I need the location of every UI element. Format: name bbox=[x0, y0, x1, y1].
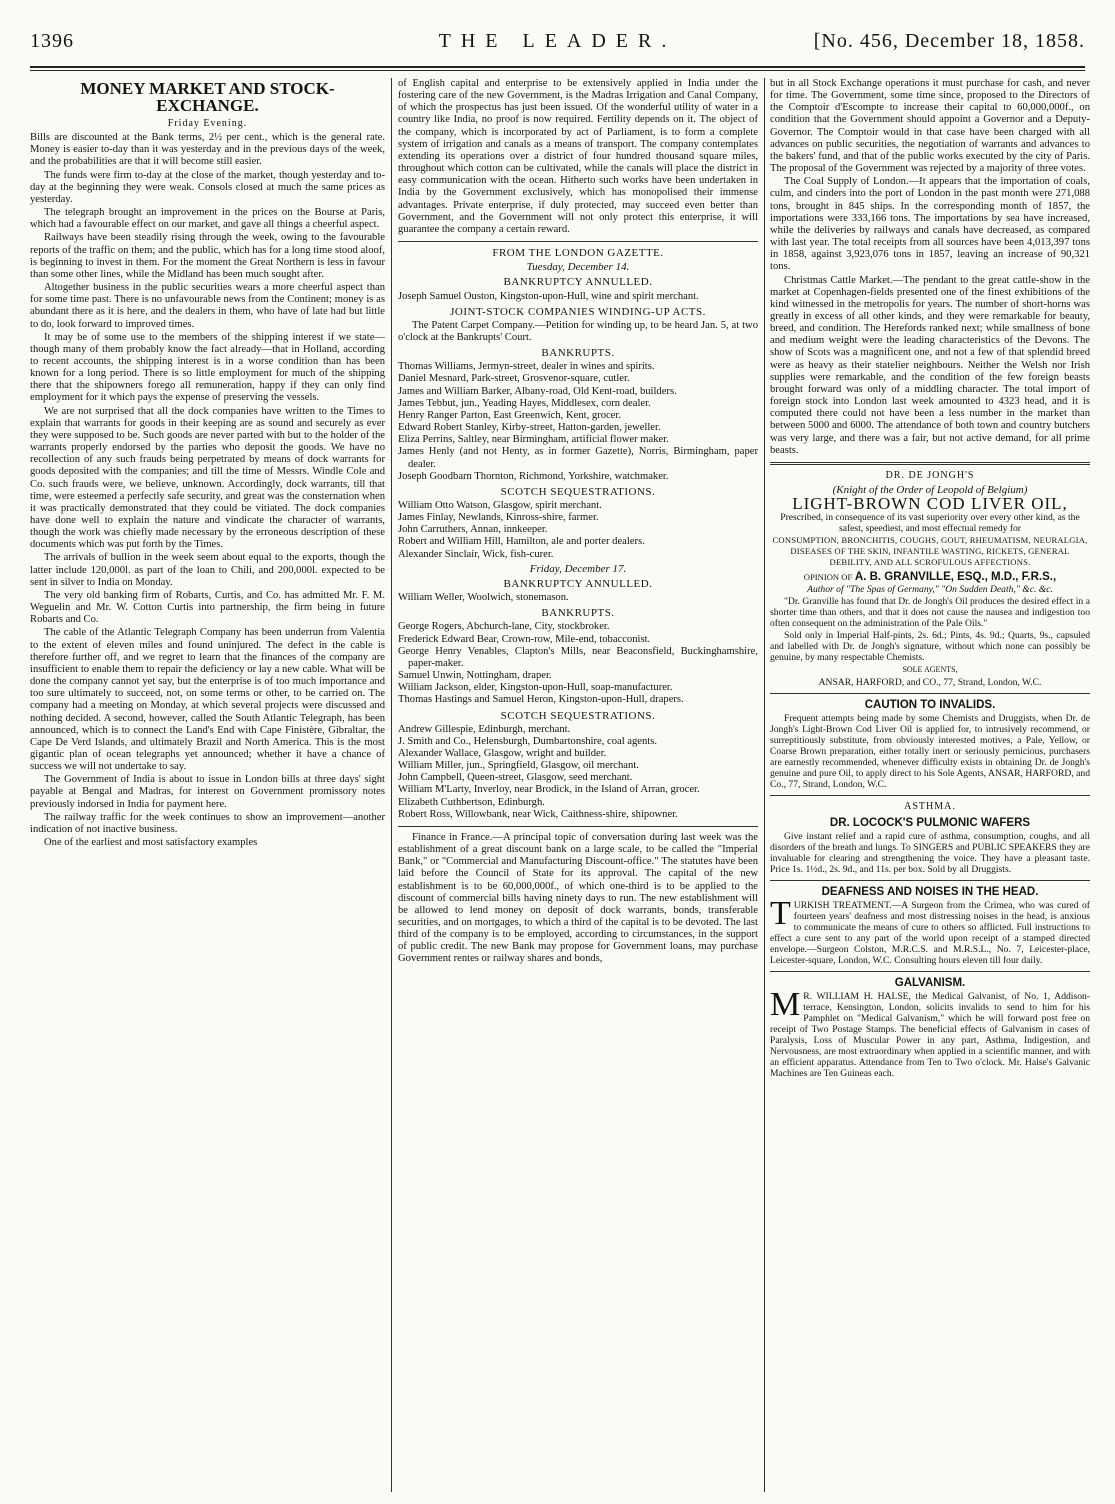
newspaper-title: THE LEADER. bbox=[438, 30, 677, 52]
dateline: Friday Evening. bbox=[167, 118, 248, 129]
article-paragraph: The Coal Supply of London.—It appears that the importation of coals, culm, and cinders into the port of London in the past month were 271,088 tons, brought in 845 ships. In the corresponding month of 1857, the importations were 333,166 tons. The importations by sea have increased, while the deliveries by railways and canals have decreased, as compared with last year. The total receipts from all sources have been 4,013,397 tons in 1858, against 3,923,076 tons in 1857, leaving an increase of 90,321 tons. bbox=[770, 176, 1090, 273]
list-item: Joseph Samuel Ouston, Kingston-upon-Hull, wine and spirit merchant. bbox=[398, 290, 699, 302]
article-paragraph: The cable of the Atlantic Telegraph Company has been underrun from Valentia to the extent of eleven miles and found uninjured. The defect in the cable is therefore further off, and we regret to learn that the finances of the company are insufficient to enable them to repair the deficiency or lay a new cable. What will be done the company cannot yet say, but the enterprise is of too much importance and too sure ultimately to succeed, not, on some terms or other, to be carried on. The company had a meeting on Monday, at which several projects were discussed and nothing decided. A second, however, called the South Atlantic Telegraph, has been announced, which is to connect the Land's End with Cape Finistère, Gibraltar, the Cape De Verd Islands, and ultimately Brazil and North America. This is the most gigantic plan of ocean telegraphs yet announced; whether it have a chance of success we will not undertake to say. bbox=[30, 627, 385, 773]
separator bbox=[398, 826, 758, 827]
article-paragraph: The Government of India is about to issue in London bills at three days' sight payable at Bengal and Madras, for interest on Government promissory notes previously indorsed in India for payment here. bbox=[30, 774, 385, 810]
gazette-title: FROM THE LONDON GAZETTE. bbox=[492, 247, 664, 260]
list-item: William Miller, jun., Springfield, Glasgow, oil merchant. bbox=[398, 760, 639, 772]
advert-cod-liver-oil bbox=[770, 470, 1090, 688]
article-body bbox=[30, 132, 385, 849]
article-paragraph: The railway traffic for the week continues to show an improvement—another indication of not inactive business. bbox=[30, 811, 385, 835]
list-item: Robert and William Hill, Hamilton, ale and porter dealers. bbox=[398, 536, 645, 548]
opinion-lead: OPINION OF bbox=[803, 572, 853, 583]
subheading: SCOTCH SEQUESTRATIONS. bbox=[500, 709, 656, 722]
advert-ailments: CONSUMPTION, BRONCHITIS, COUGHS, GOUT, RHEUMATISM, NEURALGIA, DISEASES OF THE SKIN, INFANTILE WASTING, RICKETS, GENERAL DEBILITY, AND ALL SCROFULOUS AFFECTIONS. bbox=[772, 535, 1088, 568]
advert-agents: ANSAR, HARFORD, and CO., 77, Strand, London, W.C. bbox=[818, 676, 1042, 688]
list-item: Thomas Williams, Jermyn-street, dealer in wines and spirits. bbox=[398, 361, 655, 373]
advert-subtitle: (Knight of the Order of Leopold of Belgium) bbox=[832, 484, 1028, 496]
list-item: Henry Ranger Parton, East Greenwich, Kent, grocer. bbox=[398, 409, 621, 421]
list-item: John Carruthers, Annan, innkeeper. bbox=[398, 524, 548, 536]
advert-text-block bbox=[770, 986, 1090, 1080]
separator bbox=[770, 880, 1090, 881]
list-item: James and William Barker, Albany-road, Old Kent-road, builders. bbox=[398, 385, 677, 397]
separator bbox=[398, 241, 758, 242]
article-body bbox=[398, 78, 758, 236]
subheading: BANKRUPTCY ANNULLED. bbox=[503, 276, 653, 289]
column-divider bbox=[764, 78, 765, 1492]
advert-title: DR. DE JONGH'S bbox=[885, 469, 975, 481]
list-item: Robert Ross, Willowbank, near Wick, Caithness-shire, shipowner. bbox=[398, 808, 678, 820]
list-item: Frederick Edward Bear, Crown-row, Mile-end, tobacconist. bbox=[398, 633, 651, 645]
list-item: Elizabeth Cuthbertson, Edinburgh. bbox=[398, 796, 545, 808]
article-paragraph: but in all Stock Exchange operations it must purchase for cash, and never for time. The Government, some time since, proposed to the Directors of the Comptoir d'Escompte to increase their capital to 60,000,000f., on condition that the Government should appoint a Governor and a Deputy-Governor. The Comptoir would in that case have been charged with all advances on public securities, the negotiation of warrants and advances to the bakers' fund, and that of the public works executed by the city of Paris. The proposal of the Government was rejected by a majority of three votes. bbox=[770, 78, 1090, 175]
list-item: William Jackson, elder, Kingston-upon-Hull, soap-manufacturer. bbox=[398, 682, 673, 694]
list-item: William M'Larty, Inverloy, near Brodick, in the Island of Arran, grocer. bbox=[398, 784, 700, 796]
list-item: Daniel Mesnard, Park-street, Grosvenor-square, cutler. bbox=[398, 373, 630, 385]
section-heading: MONEY MARKET AND STOCK-EXCHANGE. bbox=[80, 79, 335, 115]
finance-paragraph: Finance in France.—A principal topic of conversation during last week was the establishment of a great discount bank on a large scale, to be called the "Imperial Bank," or "Commercial and Manufacturing Discount-office." The statutes have been laid before the Council of State for its approval. The capital of the new establishment is to be 60,000,000f., of which one-third is to be applied to the discount of commercial bills having ninety days to run. The new establishment will be allowed to lend money on deposit of dock warrants, bonds, transferable securities, and on mortgages, to which a third of the capital is to be devoted. The last third of the company is to be employed, according to circumstances, in the support of public credit. The new Bank may propose for Government loans, may purchase Government rentes or railway shares and bonds, bbox=[398, 831, 758, 965]
advert-text-block bbox=[770, 895, 1090, 967]
issue-date: [No. 456, December 18, 1858. bbox=[813, 30, 1085, 52]
advert-title: GALVANISM. bbox=[894, 977, 966, 990]
subheading: BANKRUPTS. bbox=[541, 607, 615, 620]
list-item: Thomas Hastings and Samuel Heron, Kingston-upon-Hull, drapers. bbox=[398, 694, 684, 706]
article-paragraph: The arrivals of bullion in the week seem about equal to the exports, though the latter include 120,000l. as part of the loan to Chili, and 200,000l. expected to be sent in silver to India on Monday. bbox=[30, 552, 385, 588]
list-item: James Finlay, Newlands, Kinross-shire, farmer. bbox=[398, 512, 599, 524]
column-notices bbox=[770, 78, 1090, 1492]
subheading: SCOTCH SEQUESTRATIONS. bbox=[500, 485, 656, 498]
article-paragraph: The very old banking firm of Robarts, Curtis, and Co. has admitted Mr. F. M. Weguelin and Mr. W. Cotton Curtis into partnership, the firm being in future Robarts and Co. bbox=[30, 589, 385, 626]
drop-cap: M bbox=[770, 986, 801, 1024]
gazette-date: Tuesday, December 14. bbox=[526, 261, 630, 274]
separator bbox=[770, 795, 1090, 796]
advert-title: DEAFNESS AND NOISES IN THE HEAD. bbox=[821, 886, 1039, 899]
article-paragraph: We are not surprised that all the dock companies have written to the Times to explain that warrants for goods in their keeping are as sound and securely as ever they were supposed to be. Such goods are never parted with but to the holder of the warrants properly endorsed by the parties who deposit the goods. We have no recollection of any such frauds being perpetrated by means of dock warrants for goods deposited with the companies; and till the time of Messrs. Windle Cole and Co. such frauds were, we believe, unknown. Accordingly, dock warrants, till that time, were esteemed a perfectly safe security, and great was the consternation when it was practically demonstrated that they could be vitiated. The dock companies have done well to explain the nature and vindicate the character of warrants, though the work was chiefly made necessary by the erroneous description of these documents which was put forth by the Times. bbox=[30, 405, 385, 551]
advert-sold: Sold only in Imperial Half-pints, 2s. 6d.; Pints, 4s. 9d.; Quarts, 9s., capsuled and labelled with Dr. de Jongh's signature, without which none can possibly be genuine, by many respectable Chemists. bbox=[770, 630, 1090, 664]
article-paragraph: The telegraph brought an improvement in the prices on the Bourse at Paris, which had a favourable effect on our market, and gave all things a cheerful aspect. bbox=[30, 207, 385, 231]
advert-title: DR. LOCOCK'S PULMONIC WAFERS bbox=[829, 816, 1031, 829]
list-item: James Tebbut, jun., Yeading Hayes, Middlesex, corn dealer. bbox=[398, 397, 651, 409]
list-item: Alexander Wallace, Glasgow, wright and builder. bbox=[398, 747, 607, 759]
article-paragraph: of English capital and enterprise to be extensively applied in India under the fostering care of the new Government, is the Madras Irrigation and Canal Company, of which the prospectus has just been issued. Of the wonderful utility of water in a country like India, no proof is now required. Fertility depends on it. The object of the company, which is incorporated by act of Parliament, is to form a complete system of irrigation and canals as a means of transport. The company contemplates extending its operations over a district of four hundred thousand square miles, throughout which cotton can be cultivated, while the canals will place the district in easy communication with the ocean. Hitherto such works have been undertaken in India by the Government exclusively, which has monopolised their immense advantages. Private enterprise, if duly protected, may succeed even better than Government, and the Government will not only protect this enterprise, it will guarantee the company a certain reward. bbox=[398, 78, 758, 235]
advert-text: R. WILLIAM H. HALSE, the Medical Galvanist, of No. 1, Addison-terrace, Kensington, London, solicits invalids to send to him for his Pamphlet on "Medical Galvanism," which he will forward post free on receipt of Two Postage Stamps. The beneficial effects of Galvanism in cases of Paralysis, Loss of Muscular Power in any part, Asthma, Indigestion, and Nervousness, are most extraordinary when applied in a scientific manner, and with an efficient apparatus. Attendance from Ten to Two o'clock. Mr. Halse's Galvanic Machines are Ten Guineas each. bbox=[770, 991, 1090, 1080]
article-paragraph: The funds were firm to-day at the close of the market, though yesterday and to-day at the beginning they were weak. Consols closed at much the same prices as yesterday. bbox=[30, 169, 385, 205]
list-item: Joseph Goodbarn Thornton, Richmond, Yorkshire, watchmaker. bbox=[398, 470, 669, 482]
article-paragraph: Altogether business in the public securities wears a more cheerful aspect than for some time past. There is no unfavourable news from the Continent; money is as abundant there as it is here, and the dealers in them, who have of late had but little to do, look forward to improved times. bbox=[30, 282, 385, 330]
list-item: Eliza Perrins, Saltley, near Birmingham, artificial flower maker. bbox=[398, 434, 669, 446]
article-paragraph: One of the earliest and most satisfactory examples bbox=[44, 837, 258, 849]
subheading: BANKRUPTS. bbox=[541, 347, 615, 360]
separator bbox=[770, 971, 1090, 972]
column-gazette bbox=[398, 78, 758, 1492]
list-item: Edward Robert Stanley, Kirby-street, Hatton-garden, jeweller. bbox=[398, 422, 661, 434]
advert-opinion bbox=[770, 571, 1090, 584]
list-item: Samuel Unwin, Nottingham, draper. bbox=[398, 670, 552, 682]
drop-cap: T bbox=[770, 895, 791, 933]
article-paragraph: Railways have been steadily rising through the week, owing to the favourable reports of the traffic on them; and the public, which has for a long time stood aloof, is beginning to invest in them. For the moment the Great Northern is less in favour than some other lines, while the Midland has been much sought after. bbox=[30, 232, 385, 280]
advert-agents-label: SOLE AGENTS, bbox=[902, 665, 958, 675]
advert-product: LIGHT-BROWN COD LIVER OIL, bbox=[792, 494, 1068, 514]
list-item: The Patent Carpet Company.—Petition for winding up, to be heard Jan. 5, at two o'clock at the Bankrupts' Court. bbox=[398, 319, 758, 343]
advert-author: Author of "The Spas of Germany," "On Sudden Death," &c. &c. bbox=[807, 584, 1053, 596]
article-paragraph: Christmas Cattle Market.—The pendant to the great cattle-show in the market at Copenhagen-fields presented one of the finest exhibitions of the kind witnessed in the metropolis for years. The number of short-horns was greatly in excess of all other kinds, and they were remarkable for beauty, breed, and condition. The Herefords ranked next; while smallness of bone and medium weight were the leading characteristics of the Devons. The show of Scots was a magnificent one, and not a few of that splendid breed were as heavy as their statelier neighbours. Neither the Welsh nor Irish supplies were remarkable, and the condition of the few foreign beasts brought forward was only of a middling character. The total import of foreign stock into London last week amounted to 4323 head, and it is computed there could not have been a less number in the market than between 5000 and 6000. The attendance of both town and country butchers was very large, and there was a fair, but not active demand, for all prime beasts. bbox=[770, 274, 1090, 456]
sequestrations-list bbox=[398, 724, 758, 821]
article-paragraph: Bills are discounted at the Bank terms, 2½ per cent., which is the general rate. Money is easier to-day than it was yesterday and in the previous days of the week, and the probabilities are that it will become still easier. bbox=[30, 132, 385, 168]
bankrupts-list bbox=[398, 361, 758, 483]
page-number: 1396 bbox=[30, 30, 74, 52]
list-item: Alexander Sinclair, Wick, fish-curer. bbox=[398, 548, 554, 560]
list-item: Andrew Gillespie, Edinburgh, merchant. bbox=[398, 723, 571, 735]
list-item: George Rogers, Abchurch-lane, City, stockbroker. bbox=[398, 621, 610, 633]
opinion-name: A. B. GRANVILLE, ESQ., M.D., F.R.S., bbox=[854, 571, 1057, 584]
separator bbox=[770, 693, 1090, 694]
advert-text: Prescribed, in consequence of its vast superiority over every other kind, as the safest, speediest, and most effectual remedy for bbox=[780, 512, 1080, 535]
masthead-rule-thin bbox=[30, 70, 1085, 71]
subheading: JOINT-STOCK COMPANIES WINDING-UP ACTS. bbox=[450, 305, 706, 318]
advert-text: URKISH TREATMENT.—A Surgeon from the Crimea, who was cured of fourteen years' deafness and most distressing noises in the head, is anxious to communicate the means of cure to others so afflicted. Full instructions to effect a cure sent to any part of the world upon receipt of a stamped directed envelope.—Surgeon Colston, M.R.C.S. and M.R.S.L., No. 7, Leicester-place, Leicester-square, London, W.C. Consulting hours eleven till four daily. bbox=[770, 900, 1090, 967]
list-item: George Henry Venables, Clapton's Mills, near Beaconsfield, Buckinghamshire, paper-maker. bbox=[398, 645, 758, 669]
subheading: BANKRUPTCY ANNULLED. bbox=[503, 577, 653, 590]
masthead-rule bbox=[30, 66, 1085, 68]
gazette-date: Friday, December 17. bbox=[529, 562, 627, 575]
article-paragraph: It may be of some use to the members of the shipping interest if we state—though many of them probably know the fact already—that in Holland, according to recent accounts, the shipping interest is in a worse condition than has been known for a long period. There is so little employment for much of the shipping there that the shipowners forego all remuneration, happy if they can only find employment for it which pays the expense of preserving the vessels. bbox=[30, 331, 385, 404]
bankrupts-list bbox=[398, 621, 758, 706]
advert-text: Give instant relief and a rapid cure of asthma, consumption, coughs, and all disorders of the breath and lungs. To SINGERS and PUBLIC SPEAKERS they are invaluable for clearing and strengthening the voice. They have a pleasant taste. Price 1s. 1½d., 2s. 9d., and 11s. per box. Sold by all Druggists. bbox=[770, 831, 1090, 876]
column-divider bbox=[391, 78, 392, 1492]
list-item: William Weller, Woolwich, stonemason. bbox=[398, 592, 569, 604]
advert-text: Frequent attempts being made by some Chemists and Druggists, when Dr. de Jongh's Light-Brown Cod Liver Oil is applied for, to intrusively recommend, or surreptitiously substitute, from obviously interested motives, a Pale, Yellow, or Coarse Brown preparation, either totally inert or seriously pernicious, purchasers are earnestly recommended, whenever difficulty exists in obtaining Dr. de Jongh's genuine and pure Oil, to apply direct to his Sole Agents, ANSAR, HARFORD, and Co., 77, Strand, London, W.C. bbox=[770, 712, 1090, 790]
advert-kicker: ASTHMA. bbox=[904, 800, 956, 812]
advert-title: CAUTION TO INVALIDS. bbox=[864, 698, 996, 711]
list-item: William Otto Watson, Glasgow, spirit merchant. bbox=[398, 500, 602, 511]
column-money-market bbox=[30, 78, 385, 1492]
sequestrations-list bbox=[398, 500, 758, 561]
list-item: J. Smith and Co., Helensburgh, Dumbartonshire, coal agents. bbox=[398, 735, 658, 747]
list-item: John Campbell, Queen-street, Glasgow, seed merchant. bbox=[398, 772, 633, 784]
masthead bbox=[30, 20, 1085, 72]
advert-quote: "Dr. Granville has found that Dr. de Jongh's Oil produces the desired effect in a shorter time than others, and that it does not cause the nausea and indigestion too often consequent on the administration of the Pale Oils." bbox=[770, 596, 1090, 630]
list-item: James Henly (and not Henty, as in former Gazette), Norris, Birmingham, paper dealer. bbox=[398, 446, 758, 470]
separator bbox=[770, 462, 1090, 465]
